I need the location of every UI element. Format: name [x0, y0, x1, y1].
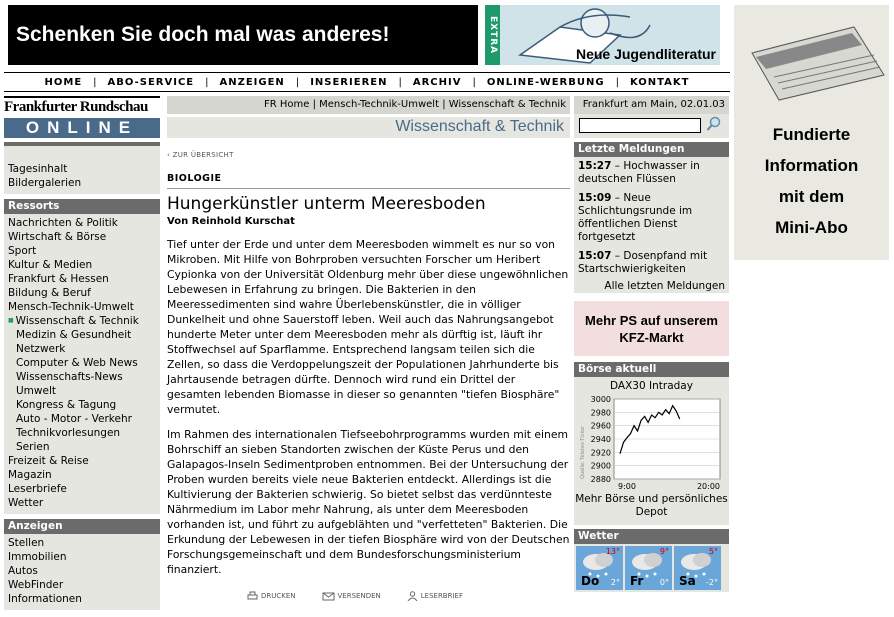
top-navigation: [4, 72, 730, 92]
news-head: Letzte Meldungen: [574, 142, 729, 157]
mini-abo-line: Information: [764, 156, 859, 175]
banner-ad-gift[interactable]: [8, 5, 478, 65]
person-icon: [407, 591, 418, 601]
send-button[interactable]: [322, 591, 381, 601]
sidebar-item-computer-web[interactable]: Computer & Web News: [16, 357, 138, 369]
nav-archiv[interactable]: ARCHIV: [412, 76, 462, 88]
news-list: [574, 157, 729, 293]
divider: [167, 188, 570, 189]
dax-chart-title: DAX30 Intraday: [610, 380, 693, 392]
article-paragraph: Im Rahmen des internationalen Tiefseebohrprogramms wurden mit einem Bohrschiff an sieben Standorten zwischen der Küste Perus und den Galapagos-Inseln Sedimentproben entnommen. Bei der Untersuchung der Proben wurden bereits viele neue Bakterien entdeckt. Allerdings ist die Kultivierung der Bakterien schwierig. So bietet selbst das verdünnteste Nährmedium im Labor mehr Nahrung, als unter dem Meeresboden vorhanden ist, und führt zu aufgeblähten und "verfetteten" Bakterien. Die Erkundung der Lebewesen in der tiefen Biosphäre wird von der Deutschen Forschungsgemeinschaft und dem Bundesforschungsministerium finanziert.: [167, 428, 570, 576]
sidebar-item-sport[interactable]: Sport: [8, 245, 37, 257]
chart-y-tick-label: 2980: [590, 408, 611, 418]
chart-y-tick-label: 2880: [590, 475, 611, 484]
sidebar-item-auto-motor[interactable]: Auto - Motor - Verkehr: [16, 413, 132, 425]
nav-separator: |: [205, 76, 209, 88]
weather-high: 9°: [659, 547, 669, 556]
article-tools: [167, 591, 570, 601]
sidebar-item-bildung[interactable]: Bildung & Beruf: [8, 287, 91, 299]
news-time: 15:27: [578, 160, 612, 172]
printer-icon: [247, 591, 258, 601]
letter-label: LESERBRIEF: [420, 592, 463, 600]
article: [167, 142, 570, 601]
breadcrumb[interactable]: FR Home | Mensch-Technik-Umwelt | Wissenschaft & Technik: [167, 96, 570, 114]
search-icon[interactable]: [706, 116, 722, 132]
boerse-more-link[interactable]: Mehr Börse und persönliches Depot: [575, 493, 728, 518]
sidebar-item-wetter[interactable]: Wetter: [8, 497, 44, 509]
envelope-icon: [322, 591, 335, 601]
weather-day[interactable]: [625, 546, 672, 590]
sidebar-head-anzeigen: Anzeigen: [4, 519, 160, 534]
nav-separator: |: [615, 76, 619, 88]
sidebar-item-webfinder[interactable]: WebFinder: [8, 579, 64, 591]
letter-button[interactable]: [407, 591, 463, 601]
section-title: Wissenschaft & Technik: [395, 118, 564, 135]
news-more-link[interactable]: Alle letzten Meldungen: [604, 280, 725, 292]
chart-y-tick-label: 2900: [590, 461, 611, 471]
sidebar-item-technikvorlesungen[interactable]: Technikvorlesungen: [16, 427, 121, 439]
sidebar-item-bildergalerien[interactable]: Bildergalerien: [8, 177, 82, 189]
weather-row: [574, 544, 729, 592]
chart-x-tick-label: 9:00: [618, 482, 636, 491]
boerse-head: Börse aktuell: [574, 362, 729, 377]
weather-high: 5°: [708, 547, 718, 556]
news-text: – Dosenpfand mit Startschwierigkeiten: [578, 250, 708, 275]
article-author: Von Reinhold Kurschat: [167, 216, 295, 227]
sidebar-item-wissenschaft-technik[interactable]: [4, 314, 160, 328]
dax-chart[interactable]: [574, 393, 729, 493]
sidebar-item-frankfurt[interactable]: Frankfurt & Hessen: [8, 273, 109, 285]
sidebar-item-serien[interactable]: Serien: [16, 441, 50, 453]
banner-ad-text: Schenken Sie doch mal was anderes!: [16, 23, 390, 46]
sidebar-item-mensch-technik-umwelt[interactable]: Mensch-Technik-Umwelt: [8, 301, 134, 313]
weather-day-label: Sa: [679, 574, 696, 588]
sidebar-item-wirtschaft[interactable]: Wirtschaft & Börse: [8, 231, 107, 243]
right-column: [574, 142, 729, 592]
article-rubric: BIOLOGIE: [167, 173, 222, 184]
sidebar-anzeigen-list: [4, 534, 160, 610]
sidebar-item-netzwerk[interactable]: Netzwerk: [16, 343, 66, 355]
banner-extra-label: EXTRA: [485, 5, 500, 65]
nav-separator: |: [295, 76, 300, 88]
search-area: [574, 114, 729, 138]
back-to-overview-link[interactable]: [167, 151, 570, 159]
wetter-head: Wetter: [574, 529, 729, 544]
newspaper-illustration-icon: [734, 5, 889, 115]
article-headline: Hungerkünstler unterm Meeresboden: [167, 194, 486, 214]
sidebar-ressorts-list: [4, 214, 160, 514]
search-input[interactable]: [579, 118, 701, 133]
sidebar-item-umwelt[interactable]: Umwelt: [16, 385, 56, 397]
article-paragraph: Tief unter der Erde und unter dem Meeresboden wimmelt es nur so von Mikroben. Mit Hilfe von Bohrproben versuchten Forscher um Heribert Cypionka von der Universität Oldenburg mehr über diese ungewöhnlichen Lebewesen in Erfahrung zu bringen. Die Bakterien in den Meeressedimenten sind wahre Überlebenskünstler, die in völliger Dunkelheit und ohne Sauerstoff leben. Weil auch das Nahrungsangebot hunderte Meter unter dem Meeresboden mehr als dürftig ist, läuft ihr Stoffwechsel auf Sparflamme. Entsprechend langsam teilen sich die Zellen, so dass die Verdoppelungszeit der Populationen Jahrhunderte bis Jahrtausende betragen dürfte. Dennoch wird rund ein Drittel der gesamten lebenden Biomasse in dieser so genannten "tiefen Biosphäre" vermutet.: [167, 238, 569, 416]
nav-kontakt[interactable]: KONTAKT: [629, 76, 690, 88]
mini-abo-line: Mini-Abo: [775, 218, 848, 237]
chart-y-tick-label: 2960: [590, 421, 611, 431]
chart-x-tick-label: 20:00: [696, 482, 720, 491]
nav-home[interactable]: HOME: [44, 76, 83, 88]
weather-low: -2°: [706, 578, 718, 587]
chart-y-tick-label: 2940: [590, 435, 611, 444]
nav-separator: |: [398, 76, 402, 88]
nav-abo-service[interactable]: ABO-SERVICE: [107, 76, 195, 88]
sidebar-item-freizeit[interactable]: Freizeit & Reise: [8, 455, 89, 467]
sidebar-item-leserbriefe[interactable]: Leserbriefe: [8, 483, 67, 495]
banner-right-title: Neue Jugendliteratur: [575, 46, 716, 62]
nav-separator: |: [472, 76, 476, 88]
logo-frankfurter-rundschau[interactable]: [4, 96, 160, 118]
chevron-left-icon: ‹: [167, 151, 173, 159]
weather-day-label: Do: [581, 574, 600, 588]
boerse-box: [574, 377, 729, 525]
sidebar-item-kultur[interactable]: Kultur & Medien: [8, 259, 93, 271]
sidebar-item-autos[interactable]: Autos: [8, 565, 38, 577]
news-time: 15:09: [578, 192, 612, 204]
sidebar-head-ressorts: Ressorts: [4, 199, 160, 214]
mini-abo-text: [734, 119, 889, 243]
date-display: Frankfurt am Main, 02.01.03: [574, 96, 729, 114]
news-item[interactable]: [574, 189, 729, 247]
weather-day[interactable]: [576, 546, 623, 590]
sidebar-item-wissenschafts-news[interactable]: Wissenschafts-News: [16, 371, 123, 383]
print-button[interactable]: [247, 591, 296, 601]
news-text: – Hochwasser in deutschen Flüssen: [578, 160, 700, 185]
weather-low: 2°: [610, 578, 620, 587]
news-item[interactable]: [574, 247, 729, 279]
chart-source-label: Quelle: Teletex-Ticker: [580, 425, 586, 479]
news-item[interactable]: [574, 157, 729, 189]
nav-online-werbung[interactable]: ONLINE-WERBUNG: [486, 76, 605, 88]
mini-abo-ad[interactable]: [734, 5, 889, 260]
print-label: DRUCKEN: [261, 592, 296, 600]
sidebar-item-informationen[interactable]: Informationen: [8, 593, 82, 605]
sidebar-item-nachrichten[interactable]: Nachrichten & Politik: [8, 217, 118, 229]
chart-y-tick-label: 3000: [590, 395, 611, 404]
left-sidebar: [4, 142, 160, 610]
sidebar-item-immobilien[interactable]: Immobilien: [8, 551, 67, 563]
logo-online[interactable]: ONLINE: [4, 118, 160, 138]
sidebar-item-magazin[interactable]: Magazin: [8, 469, 52, 481]
sidebar-item-kongress[interactable]: Kongress & Tagung: [16, 399, 117, 411]
news-text: – Neue Schlichtungsrunde im öffentlichen Dienst fortgesetzt: [578, 192, 693, 243]
section-title-bar: [167, 117, 570, 138]
sidebar-item-label: Wissenschaft & Technik: [15, 315, 139, 327]
weather-day-label: Fr: [630, 574, 644, 588]
banner-ad-jugendliteratur[interactable]: [500, 5, 720, 65]
mini-abo-line: mit dem: [778, 187, 845, 206]
weather-day[interactable]: [674, 546, 721, 590]
sidebar-item-medizin[interactable]: Medizin & Gesundheit: [16, 329, 132, 341]
sidebar-item-tagesinhalt[interactable]: Tagesinhalt: [8, 163, 68, 175]
nav-inserieren[interactable]: INSERIEREN: [310, 76, 388, 88]
back-link-label: ZUR ÜBERSICHT: [172, 151, 234, 159]
logo-title: Frankfurter Rundschau: [4, 99, 148, 115]
news-time: 15:07: [578, 250, 612, 262]
nav-separator: |: [93, 76, 97, 88]
kfz-markt-ad[interactable]: Mehr PS auf unserem KFZ-Markt: [574, 301, 729, 356]
weather-high: 13°: [605, 547, 620, 556]
chart-y-tick-label: 2920: [590, 448, 611, 458]
mini-abo-line: Fundierte: [772, 125, 851, 144]
nav-anzeigen[interactable]: ANZEIGEN: [219, 76, 285, 88]
send-label: VERSENDEN: [337, 592, 381, 600]
weather-low: 0°: [659, 578, 669, 587]
sidebar-item-stellen[interactable]: Stellen: [8, 537, 45, 549]
